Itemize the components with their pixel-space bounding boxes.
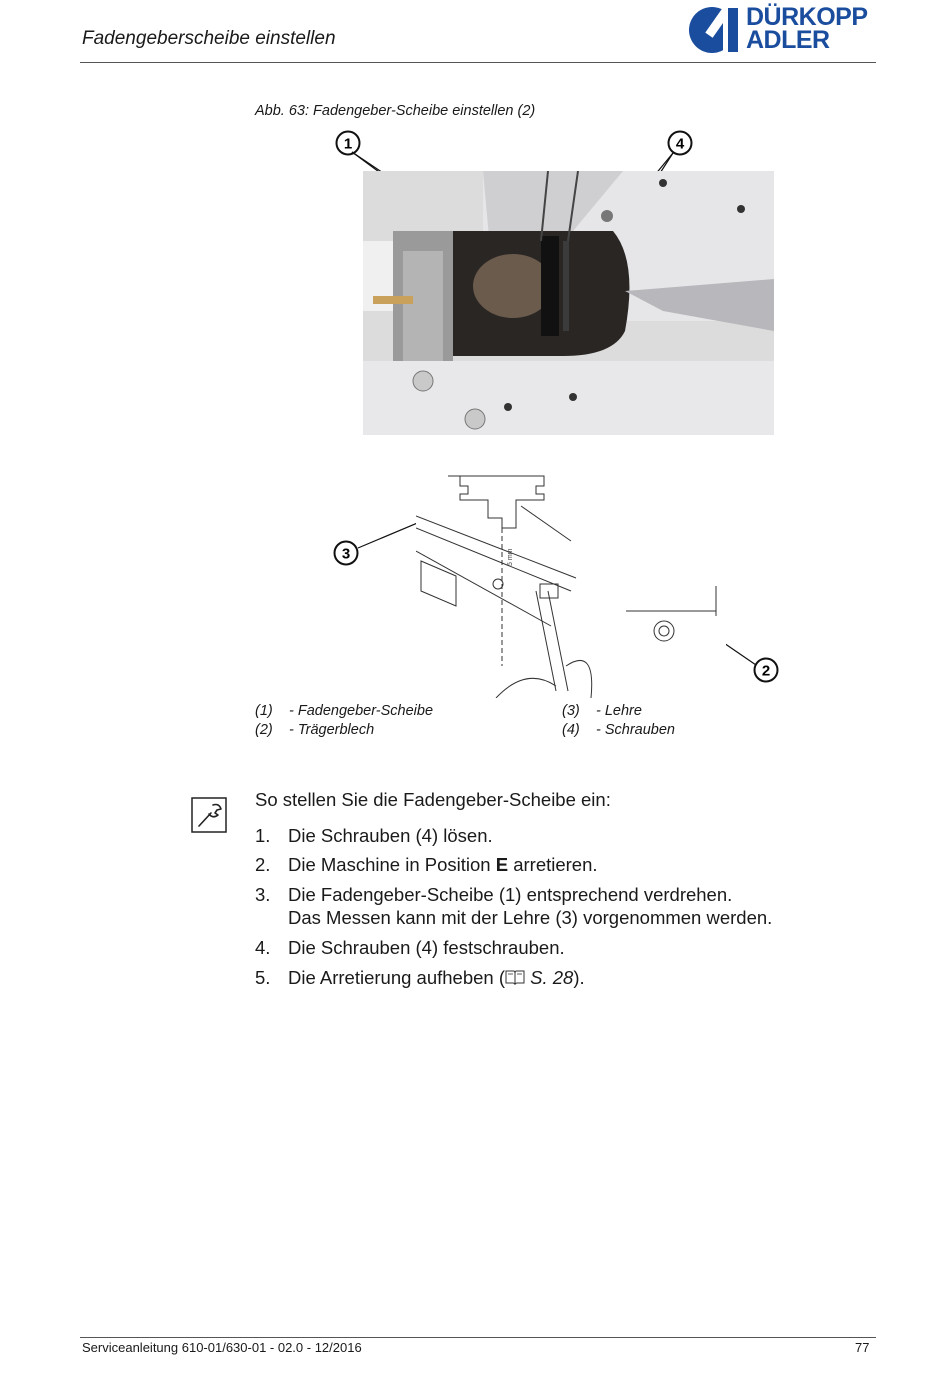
wrench-icon bbox=[191, 797, 227, 833]
step-text: Die Schrauben (4) lösen. bbox=[288, 825, 493, 846]
logo-text-adler: ADLER bbox=[746, 26, 830, 54]
callout-1-label: 1 bbox=[343, 135, 353, 153]
gauge-drawing bbox=[416, 466, 726, 698]
legend-text: - Fadengeber-Scheibe bbox=[289, 703, 434, 719]
page-reference-link[interactable]: S. 28 bbox=[530, 967, 574, 988]
position-label: E bbox=[495, 854, 509, 875]
legend-item-1 bbox=[255, 703, 433, 719]
legend-text: - Lehre bbox=[596, 703, 642, 719]
step-number: 2. bbox=[255, 854, 271, 875]
logo-text-duerkopp: DÜRKOPP bbox=[746, 3, 868, 31]
footer-document-info: Serviceanleitung 610-01/630-01 - 02.0 - 12/2016 bbox=[82, 1340, 362, 1355]
legend-text: - Schrauben bbox=[596, 722, 675, 738]
legend-item-4 bbox=[562, 722, 675, 738]
callout-4-label: 4 bbox=[675, 135, 685, 153]
callout-2-label: 2 bbox=[761, 662, 771, 680]
step-number: 3. bbox=[255, 884, 271, 905]
step-number: 4. bbox=[255, 937, 271, 958]
step-number: 5. bbox=[255, 967, 271, 988]
legend-item-3 bbox=[562, 703, 642, 719]
callout-3-label: 3 bbox=[341, 545, 351, 563]
drawing-dimension-label: 5 mm bbox=[507, 548, 514, 566]
step-text: Die Arretierung aufheben ( S. 28). bbox=[288, 967, 585, 988]
book-icon bbox=[505, 969, 525, 985]
step-text: Die Maschine in Position E arretieren. bbox=[288, 854, 598, 875]
figure-caption: Abb. 63: Fadengeber-Scheibe einstellen (2) bbox=[255, 103, 536, 119]
legend-num: (3) bbox=[562, 703, 580, 719]
step-text-continued: Das Messen kann mit der Lehre (3) vorgenommen werden. bbox=[288, 907, 773, 928]
legend-num: (2) bbox=[255, 722, 273, 738]
instructions-intro: So stellen Sie die Fadengeber-Scheibe ein: bbox=[255, 789, 611, 810]
page-header-title: Fadengeberscheibe einstellen bbox=[82, 28, 336, 49]
machine-photo bbox=[363, 171, 774, 435]
footer-divider bbox=[80, 1337, 876, 1338]
step-text: Die Fadengeber-Scheibe (1) entsprechend verdrehen. bbox=[288, 884, 733, 905]
step-number: 1. bbox=[255, 825, 271, 846]
legend-item-2 bbox=[255, 722, 374, 738]
legend-num: (4) bbox=[562, 722, 580, 738]
legend-num: (1) bbox=[255, 703, 273, 719]
footer-page-number: 77 bbox=[855, 1340, 870, 1355]
legend-text: - Trägerblech bbox=[289, 722, 375, 738]
step-text: Die Schrauben (4) festschrauben. bbox=[288, 937, 565, 958]
